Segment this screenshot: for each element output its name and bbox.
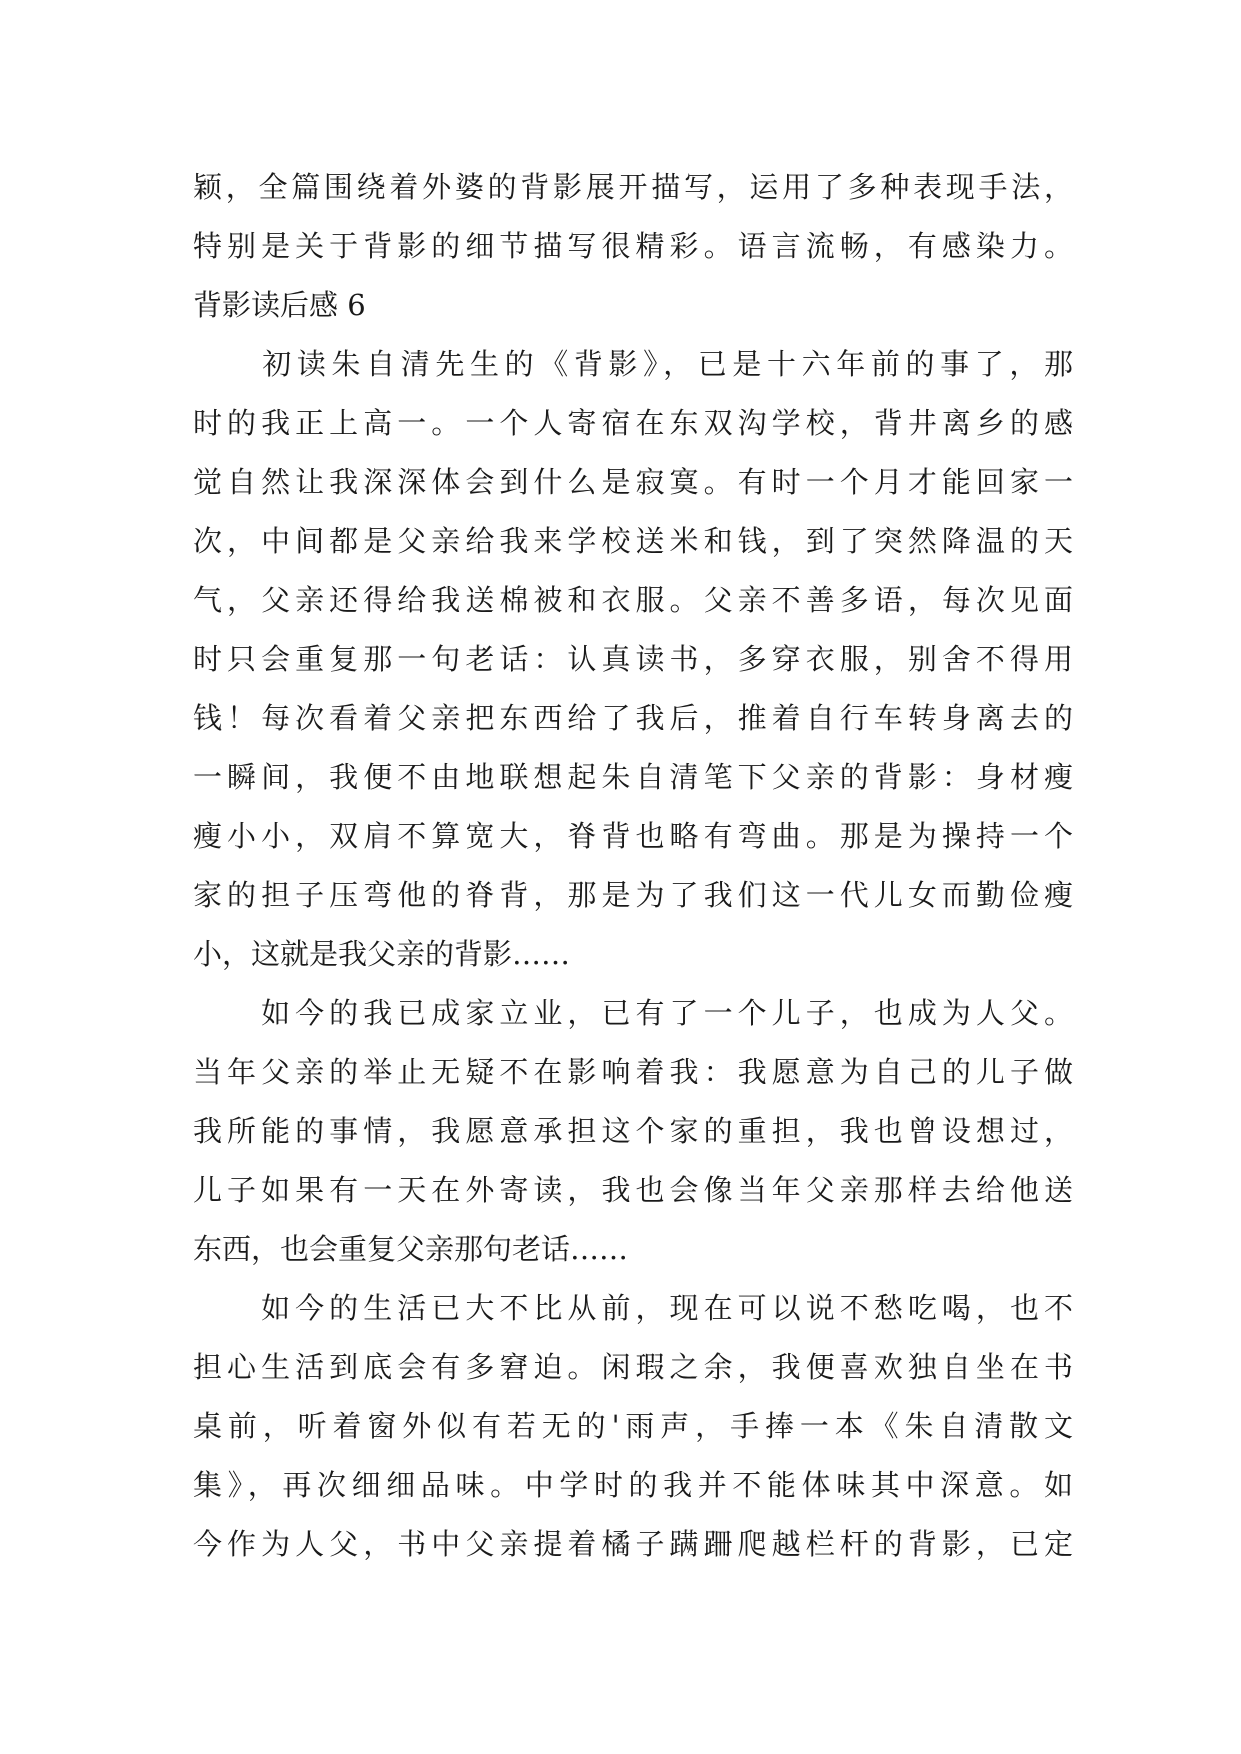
paragraph-line: 集》，再次细细品味。中学时的我并不能体味其中深意。如 xyxy=(193,1468,1073,1502)
paragraph-line: 桌前，听着窗外似有若无的'雨声，手捧一本《朱自清散文 xyxy=(193,1409,1073,1443)
paragraph-2 xyxy=(193,984,1073,1279)
paragraph-line: 次，中间都是父亲给我来学校送米和钱，到了突然降温的天 xyxy=(193,524,1073,558)
paragraph-line: 瘦小小，双肩不算宽大，脊背也略有弯曲。那是为操持一个 xyxy=(193,819,1073,853)
fragment-line: 颖，全篇围绕着外婆的背影展开描写，运用了多种表现手法， xyxy=(193,170,1073,204)
paragraph-line: 儿子如果有一天在外寄读，我也会像当年父亲那样去给他送 xyxy=(193,1173,1073,1207)
paragraph-3 xyxy=(193,1279,1073,1574)
paragraph-line: 小，这就是我父亲的背影…… xyxy=(193,937,571,971)
paragraph-line: 担心生活到底会有多窘迫。闲瑕之余，我便喜欢独自坐在书 xyxy=(193,1350,1073,1384)
paragraph-line: 初读朱自清先生的《背影》，已是十六年前的事了，那 xyxy=(193,347,1073,381)
paragraph-line: 今作为人父，书中父亲提着橘子蹒跚爬越栏杆的背影，已定 xyxy=(193,1527,1073,1561)
paragraph-line: 时只会重复那一句老话：认真读书，多穿衣服，别舍不得用 xyxy=(193,642,1073,676)
paragraph-line: 当年父亲的举止无疑不在影响着我：我愿意为自己的儿子做 xyxy=(193,1055,1073,1089)
paragraph-line: 如今的生活已大不比从前，现在可以说不愁吃喝，也不 xyxy=(193,1291,1073,1325)
document-body xyxy=(193,158,1073,1574)
paragraph-line: 气，父亲还得给我送棉被和衣服。父亲不善多语，每次见面 xyxy=(193,583,1073,617)
paragraph-line: 时的我正上高一。一个人寄宿在东双沟学校，背井离乡的感 xyxy=(193,406,1073,440)
fragment-line: 特别是关于背影的细节描写很精彩。语言流畅，有感染力。 xyxy=(193,229,1073,263)
paragraph-line: 我所能的事情，我愿意承担这个家的重担，我也曾设想过， xyxy=(193,1114,1073,1148)
paragraph-line: 家的担子压弯他的脊背，那是为了我们这一代儿女而勤俭瘦 xyxy=(193,878,1073,912)
paragraph-line: 一瞬间，我便不由地联想起朱自清笔下父亲的背影：身材瘦 xyxy=(193,760,1073,794)
paragraph-line: 东西，也会重复父亲那句老话…… xyxy=(193,1232,629,1266)
paragraph-line: 如今的我已成家立业，已有了一个儿子，也成为人父。 xyxy=(193,996,1073,1030)
paragraph-line: 钱！每次看着父亲把东西给了我后，推着自行车转身离去的 xyxy=(193,701,1073,735)
paragraph-line: 觉自然让我深深体会到什么是寂寞。有时一个月才能回家一 xyxy=(193,465,1073,499)
paragraph-1 xyxy=(193,335,1073,984)
section-heading: 背影读后感 6 xyxy=(193,288,366,322)
